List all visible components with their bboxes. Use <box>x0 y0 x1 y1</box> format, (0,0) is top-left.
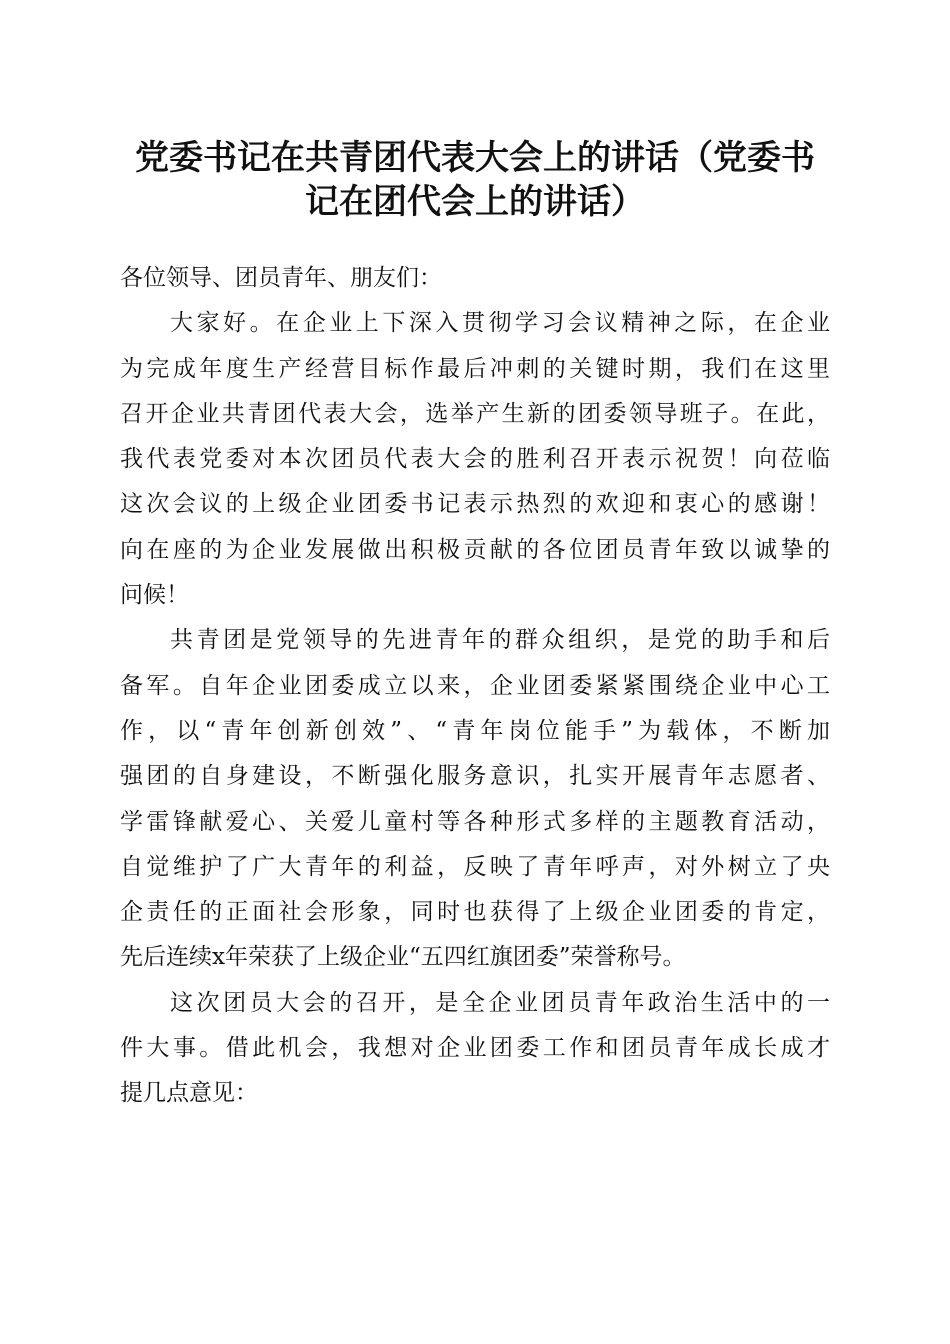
paragraph-line: 自觉维护了广大青年的利益，反映了青年呼声，对外树立了央 <box>120 853 830 880</box>
paragraph-1 <box>120 301 830 618</box>
paragraph-line: 企责任的正面社会形象，同时也获得了上级企业团委的肯定， <box>120 899 830 926</box>
paragraph-line: 我代表党委对本次团员代表大会的胜利召开表示祝贺！向莅临 <box>120 446 830 473</box>
paragraph-2 <box>120 618 830 980</box>
paragraph-line: 为完成年度生产经营目标作最后冲刺的关键时期，我们在这里 <box>120 355 830 382</box>
paragraph-line: 召开企业共青团代表大会，选举产生新的团委领导班子。在此， <box>120 400 830 427</box>
paragraph-line: 学雷锋献爱心、关爱儿童村等各种形式多样的主题教育活动， <box>120 808 830 835</box>
paragraph-line: 作，以“青年创新创效”、“青年岗位能手”为载体，不断加 <box>120 717 830 744</box>
paragraph-line: 这次团员大会的召开，是全企业团员青年政治生活中的一 <box>170 989 830 1016</box>
salutation: 各位领导、团员青年、朋友们： <box>120 265 442 291</box>
document-title <box>100 136 850 224</box>
paragraph-3 <box>120 981 830 1117</box>
paragraph-line: 问候！ <box>120 582 189 609</box>
paragraph-line: 这次会议的上级企业团委书记表示热烈的欢迎和衷心的感谢！ <box>120 491 830 518</box>
paragraph-line: 共青团是党领导的先进青年的群众组织，是党的助手和后 <box>170 627 830 654</box>
title-line-2: 记在团代会上的讲话） <box>305 182 645 222</box>
paragraph-line: 件大事。借此机会，我想对企业团委工作和团员青年成长成才 <box>120 1035 830 1062</box>
paragraph-line: 提几点意见： <box>120 1080 258 1107</box>
paragraph-line: 备军。自年企业团委成立以来，企业团委紧紧围绕企业中心工 <box>120 672 830 699</box>
title-line-1: 党委书记在共青团代表大会上的讲话（党委书 <box>135 138 815 178</box>
paragraph-line: 强团的自身建设，不断强化服务意识，扎实开展青年志愿者、 <box>120 763 830 790</box>
paragraph-line: 向在座的为企业发展做出积极贡献的各位团员青年致以诚挚的 <box>120 536 830 563</box>
document-body <box>120 256 830 1117</box>
paragraph-line: 先后连续x年荣获了上级企业“五四红旗团委”荣誉称号。 <box>120 944 686 971</box>
paragraph-line: 大家好。在企业上下深入贯彻学习会议精神之际，在企业 <box>170 310 830 337</box>
